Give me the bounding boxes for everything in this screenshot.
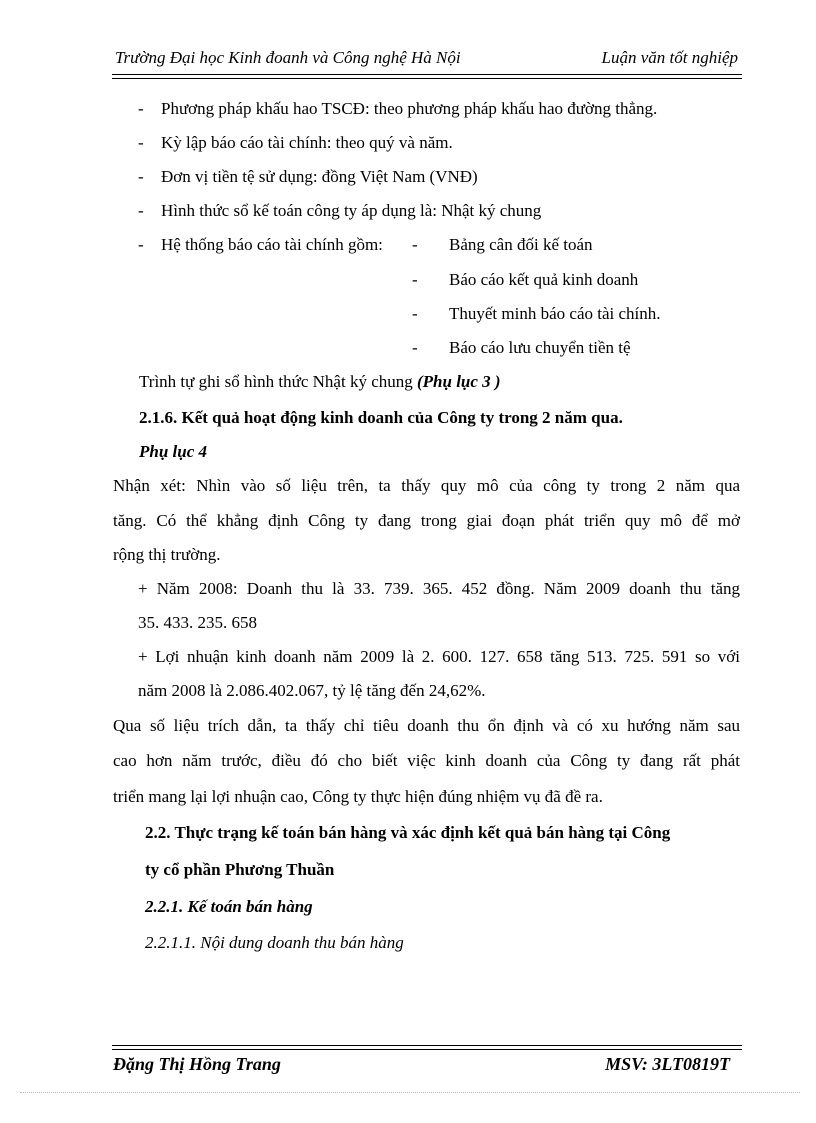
sub-bullet-dash: -: [412, 304, 418, 323]
bullet-dash: -: [138, 201, 144, 220]
sub-bullet-dash: -: [412, 338, 418, 357]
appendix-4-label: Phụ lục 4: [139, 442, 208, 461]
section-2-2-1-heading: 2.2.1. Kế toán bán hàng: [145, 897, 313, 916]
conclusion-line: Qua số liệu trích dẫn, ta thấy chỉ tiêu doanh thu ổn định và có xu hướng năm sau: [113, 716, 740, 735]
bullet-dash: -: [138, 167, 144, 186]
sequence-text: Trình tự ghi sổ hình thức Nhật ký chung: [139, 372, 417, 391]
header-rule: [112, 74, 742, 79]
remark-line: rộng thị trường.: [113, 545, 221, 564]
section-2-2-1-1-heading: 2.2.1.1. Nội dung doanh thu bán hàng: [145, 933, 404, 952]
sub-bullet-item: Báo cáo kết quả kinh doanh: [449, 270, 639, 289]
header-school: Trường Đại học Kinh đoanh và Công nghệ Hà Nội: [115, 48, 461, 67]
revenue-2008-line: + Năm 2008: Doanh thu là 33. 739. 365. 452 đồng. Năm 2009 doanh thu tăng: [138, 579, 740, 598]
bullet-dash: -: [138, 133, 144, 152]
sub-bullet-dash: -: [412, 270, 418, 289]
bullet-bookkeeping-form: Hình thức sổ kế toán công ty áp dụng là: Nhật ký chung: [161, 201, 542, 220]
remark-line: tăng. Có thể khẳng định Công ty đang trong giai đoạn phát triển quy mô để mở: [113, 511, 740, 530]
revenue-2009-increase: 35. 433. 235. 658: [138, 613, 257, 632]
remark-line: Nhận xét: Nhìn vào số liệu trên, ta thấy quy mô của công ty trong 2 năm qua: [113, 476, 740, 495]
footer-author: Đặng Thị Hồng Trang: [113, 1054, 281, 1074]
conclusion-line: triển mang lại lợi nhuận cao, Công ty thực hiện đúng nhiệm vụ đã đề ra.: [113, 787, 603, 806]
bullet-currency: Đơn vị tiền tệ sử dụng: đồng Việt Nam (VNĐ): [161, 167, 478, 186]
profit-line: + Lợi nhuận kinh doanh năm 2009 là 2. 600. 127. 658 tăng 513. 725. 591 so với: [138, 647, 740, 666]
bullet-depreciation: Phương pháp khấu hao TSCĐ: theo phương pháp khấu hao đường thẳng.: [161, 99, 658, 118]
header-thesis-label: Luận văn tốt nghiệp: [601, 48, 738, 67]
section-2-2-heading: 2.2. Thực trạng kế toán bán hàng và xác định kết quả bán hàng tại Công: [145, 823, 671, 842]
sub-bullet-item: Bảng cân đối kế toán: [449, 235, 593, 254]
footer-student-id: MSV: 3LT0819T: [605, 1054, 730, 1074]
bullet-dash: -: [138, 235, 144, 254]
bullet-reporting-period: Kỳ lập báo cáo tài chính: theo quý và năm.: [161, 133, 453, 152]
sequence-line: [139, 372, 501, 392]
sub-bullet-dash: -: [412, 235, 418, 254]
appendix-3-ref: (Phụ lục 3 ): [417, 372, 501, 391]
conclusion-line: cao hơn năm trước, điều đó cho biết việc kinh doanh của Công ty đang rất phát: [113, 751, 740, 770]
sub-bullet-item: Thuyết minh báo cáo tài chính.: [449, 304, 661, 323]
page-bottom-dotted-line: [20, 1092, 800, 1093]
sub-bullet-item: Báo cáo lưu chuyển tiền tệ: [449, 338, 631, 357]
footer-rule: [112, 1045, 742, 1050]
section-2-2-heading-cont: ty cổ phần Phương Thuần: [145, 860, 335, 879]
profit-line: năm 2008 là 2.086.402.067, tỷ lệ tăng đến 24,62%.: [138, 681, 486, 700]
section-2-1-6-heading: 2.1.6. Kết quả hoạt động kinh doanh của Công ty trong 2 năm qua.: [139, 408, 623, 427]
bullet-dash: -: [138, 99, 144, 118]
bullet-report-system: Hệ thống báo cáo tài chính gồm:: [161, 235, 383, 254]
